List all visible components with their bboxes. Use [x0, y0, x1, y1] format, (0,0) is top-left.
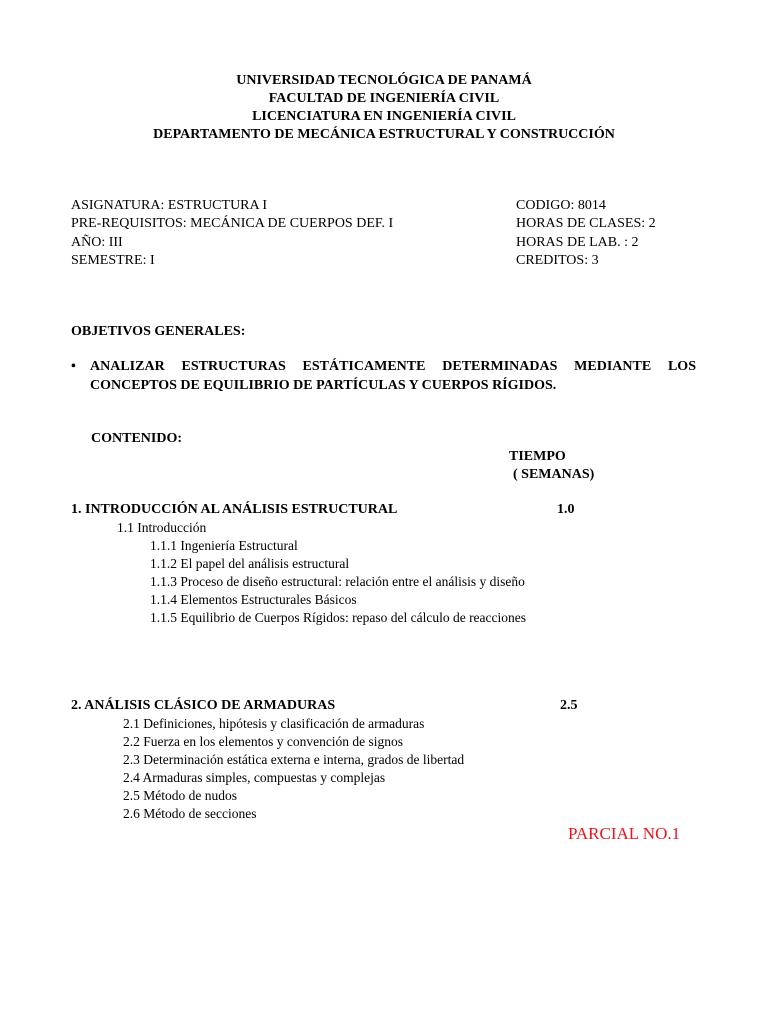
info-semester: SEMESTRE: I: [71, 253, 155, 268]
list-item: 2.5 Método de nudos: [123, 788, 237, 803]
department-title: DEPARTAMENTO DE MECÁNICA ESTRUCTURAL Y CONSTRUCCIÓN: [153, 127, 615, 142]
faculty-title: FACULTAD DE INGENIERÍA CIVIL: [268, 91, 500, 106]
objective-line-1: ANALIZAR ESTRUCTURAS ESTÁTICAMENTE DETERMINADAS MEDIANTE LOS: [90, 359, 696, 374]
section-time: 2.5: [560, 698, 578, 713]
list-item: 2.4 Armaduras simples, compuestas y complejas: [123, 770, 386, 785]
list-item: 2.6 Método de secciones: [123, 806, 257, 821]
info-subject: ASIGNATURA: ESTRUCTURA I: [71, 198, 268, 213]
list-item: 1.1.5 Equilibrio de Cuerpos Rígidos: repaso del cálculo de reacciones: [150, 610, 527, 625]
parcial-label: PARCIAL NO.1: [568, 824, 681, 843]
info-lab-hours: HORAS DE LAB. : 2: [516, 235, 639, 250]
objective-bullet: •: [71, 359, 76, 374]
info-class-hours: HORAS DE CLASES: 2: [516, 216, 656, 231]
list-item: 2.1 Definiciones, hipótesis y clasificación de armaduras: [123, 716, 425, 731]
subsection-title: 1.1 Introducción: [117, 520, 207, 535]
section-title: 2. ANÁLISIS CLÁSICO DE ARMADURAS: [71, 698, 336, 713]
section-time: 1.0: [557, 502, 575, 517]
objectives-heading: OBJETIVOS GENERALES:: [71, 324, 246, 339]
degree-title: LICENCIATURA EN INGENIERÍA CIVIL: [252, 109, 516, 124]
list-item: 2.3 Determinación estática externa e interna, grados de libertad: [123, 752, 465, 767]
list-item: 1.1.3 Proceso de diseño estructural: relación entre el análisis y diseño: [150, 574, 525, 589]
info-prerequisites: PRE-REQUISITOS: MECÁNICA DE CUERPOS DEF. I: [71, 216, 394, 231]
university-title: UNIVERSIDAD TECNOLÓGICA DE PANAMÁ: [236, 73, 532, 88]
list-item: 1.1.2 El papel del análisis estructural: [150, 556, 350, 571]
list-item: 1.1.1 Ingeniería Estructural: [150, 538, 298, 553]
info-code: CODIGO: 8014: [516, 198, 606, 213]
objective-line-2: CONCEPTOS DE EQUILIBRIO DE PARTÍCULAS Y CUERPOS RÍGIDOS.: [90, 378, 557, 393]
info-year: AÑO: III: [71, 235, 123, 250]
info-credits: CREDITOS: 3: [516, 253, 599, 268]
list-item: 1.1.4 Elementos Estructurales Básicos: [150, 592, 357, 607]
time-unit-label: ( SEMANAS): [513, 467, 595, 482]
section-title: 1. INTRODUCCIÓN AL ANÁLISIS ESTRUCTURAL: [71, 502, 398, 517]
content-heading: CONTENIDO:: [91, 431, 183, 446]
time-label: TIEMPO: [509, 449, 566, 464]
list-item: 2.2 Fuerza en los elementos y convención de signos: [123, 734, 404, 749]
